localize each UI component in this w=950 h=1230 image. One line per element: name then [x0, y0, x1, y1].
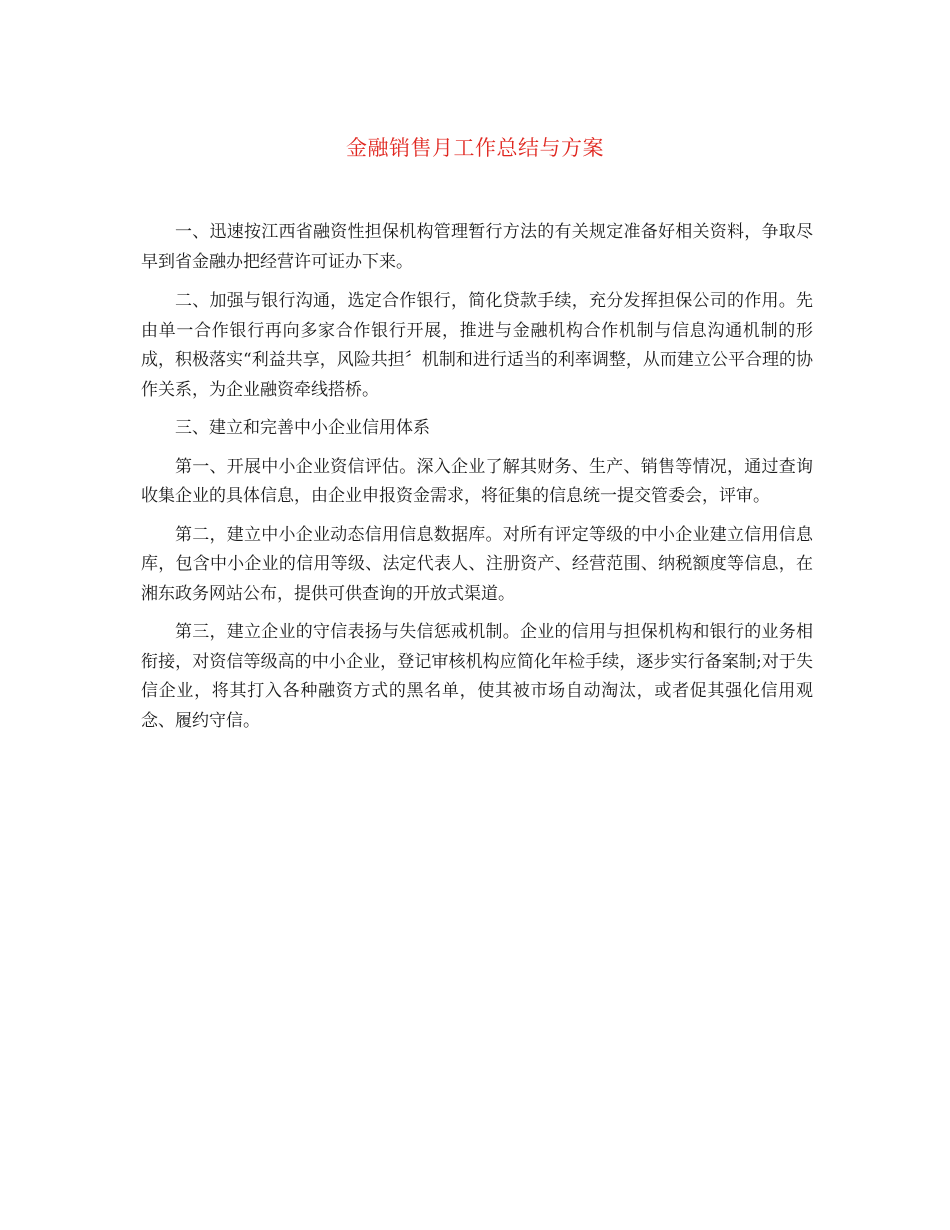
paragraph-6: 第三，建立企业的守信表扬与失信惩戒机制。企业的信用与担保机构和银行的业务相衔接，对资信等级高的中小企业，登记审核机构应简化年检手续，逐步实行备案制;对于失信企业，将其打入各种融资方式的黑名单，使其被市场自动淘汰，或者促其强化信用观念、履约守信。 [141, 622, 813, 731]
paragraph-3-heading: 三、建立和完善中小企业信用体系 [175, 418, 430, 438]
paragraph-2: 二、加强与银行沟通，选定合作银行，简化贷款手续，充分发挥担保公司的作用。先由单一合作银行再向多家合作银行开展，推进与金融机构合作机制与信息沟通机制的形成，积极落实“利益共享，风险共担〞机制和进行适当的利率调整，从而建立公平合理的协作关系，为企业融资牵线搭桥。 [141, 291, 813, 400]
document-title: 金融销售月工作总结与方案 [346, 136, 604, 160]
document-body [141, 218, 813, 736]
paragraph-1: 一、迅速按江西省融资性担保机构管理暂行方法的有关规定准备好相关资料，争取尽早到省金融办把经营许可证办下来。 [141, 222, 813, 272]
paragraph-5: 第二，建立中小企业动态信用信息数据库。对所有评定等级的中小企业建立信用信息库，包含中小企业的信用等级、法定代表人、注册资产、经营范围、纳税额度等信息，在湘东政务网站公布，提供可供查询的开放式渠道。 [141, 524, 813, 604]
paragraph-4: 第一、开展中小企业资信评估。深入企业了解其财务、生产、销售等情况，通过查询收集企业的具体信息，由企业申报资金需求，将征集的信息统一提交管委会，评审。 [141, 456, 813, 506]
